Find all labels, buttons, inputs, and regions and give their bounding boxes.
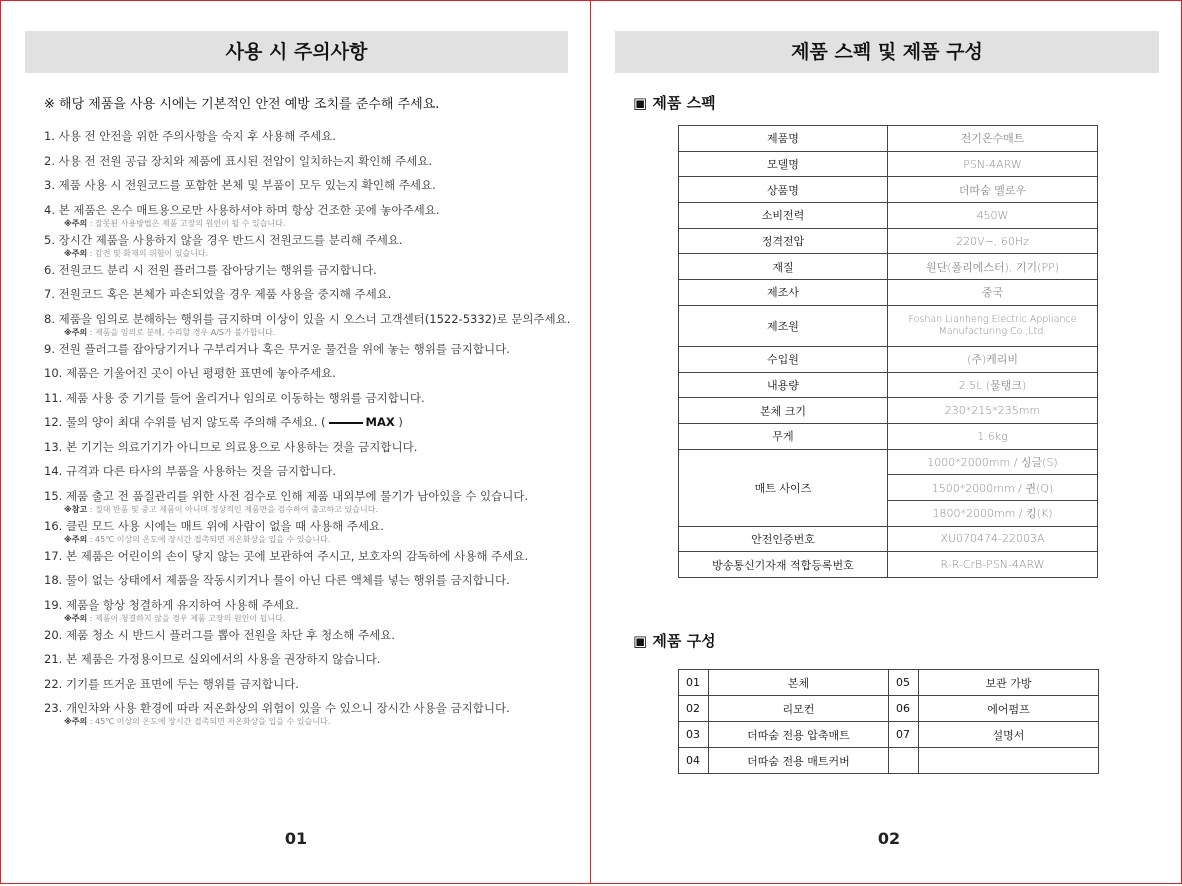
spec-row <box>679 346 1098 372</box>
component-number: 03 <box>679 722 709 748</box>
note-text: : 45℃ 이상의 온도에 장시간 접촉되면 저온화상을 입을 수 있습니다. <box>87 717 331 726</box>
spec-label: 무게 <box>679 423 888 449</box>
component-number: 06 <box>889 696 919 722</box>
list-item <box>44 262 574 278</box>
spec-row <box>679 423 1098 449</box>
item-text: 12. 물의 양이 최대 수위를 넘지 않도록 주의해 주세요. ( <box>44 415 326 429</box>
max-line-icon <box>329 422 363 424</box>
list-item <box>44 597 574 625</box>
component-number: 05 <box>889 670 919 696</box>
page-number: 02 <box>877 829 901 848</box>
spec-label: 제조원 <box>679 305 888 346</box>
spec-value: R-R-CrB-PSN-4ARW <box>888 552 1098 578</box>
spec-value: Foshan Lianheng Electric Appliance Manufacturing Co.,Ltd. <box>888 305 1098 346</box>
spec-row <box>679 552 1098 578</box>
spec-label: 방송통신기자재 적합등록번호 <box>679 552 888 578</box>
list-item <box>44 651 574 667</box>
spec-label: 본체 크기 <box>679 398 888 424</box>
component-name <box>919 748 1099 774</box>
spec-label: 모델명 <box>679 151 888 177</box>
spec-value: 230*215*235mm <box>888 398 1098 424</box>
spec-value: 450W <box>888 203 1098 229</box>
spec-label: 매트 사이즈 <box>679 449 888 526</box>
item-text: 21. 본 제품은 가정용이므로 실외에서의 사용을 권장하지 않습니다. <box>44 652 381 666</box>
intro-text: ※ 해당 제품을 사용 시에는 기본적인 안전 예방 조치를 준수해 주세요. <box>44 97 440 112</box>
list-item <box>44 128 574 144</box>
item-text: 3. 제품 사용 시 전원코드를 포함한 본체 및 부품이 모두 있는지 확인해 주세요. <box>44 178 436 192</box>
spec-row <box>679 228 1098 254</box>
item-text: 20. 제품 청소 시 반드시 플러그를 뽑아 전원을 차단 후 청소해 주세요. <box>44 627 395 642</box>
component-number: 04 <box>679 748 709 774</box>
item-note <box>64 218 574 230</box>
list-item <box>44 463 574 479</box>
list-item <box>44 439 574 455</box>
note-text: : 제품이 청결하지 않을 경우 제품 고장의 원인이 됩니다. <box>87 613 286 623</box>
note-text: : 절대 반품 및 중고 제품이 아니며 정상적인 제품만을 검수하여 출고하고 있습니다. <box>87 504 379 514</box>
spec-row <box>679 177 1098 203</box>
spec-heading: ▣ 제품 스펙 <box>633 94 716 112</box>
component-name: 에어펌프 <box>919 696 1099 722</box>
caution-list <box>44 128 574 730</box>
item-text: 19. 제품을 항상 청결하게 유지하여 사용해 주세요. <box>44 597 299 612</box>
page-title: 사용 시 주의사항 <box>25 31 568 73</box>
list-item <box>44 365 574 381</box>
component-number: 07 <box>889 722 919 748</box>
note-label: ※주의 <box>64 248 88 258</box>
spec-value: (주)케리비 <box>888 346 1098 372</box>
list-item <box>44 572 574 588</box>
list-item <box>44 676 574 692</box>
spec-row <box>679 151 1098 177</box>
list-item <box>44 548 574 564</box>
spec-label: 상품명 <box>679 177 888 203</box>
spec-row <box>679 372 1098 398</box>
component-name: 더따숨 전용 압축매트 <box>709 722 889 748</box>
spec-row <box>679 254 1098 280</box>
component-name: 설명서 <box>919 722 1099 748</box>
item-text: 1. 사용 전 안전을 위한 주의사항을 숙지 후 사용해 주세요. <box>44 129 336 143</box>
item-text: 6. 전원코드 분리 시 전원 플러그를 잡아당기는 행위를 금지합니다. <box>44 262 377 277</box>
note-label: ※주의 <box>64 534 88 544</box>
note-text: : 감전 및 화재의 위험이 있습니다. <box>87 248 209 258</box>
spec-label: 정격전압 <box>679 228 888 254</box>
component-number: 01 <box>679 670 709 696</box>
spec-label: 제조사 <box>679 280 888 306</box>
spec-value: 중국 <box>888 280 1098 306</box>
item-text: 4. 본 제품은 온수 매트용으로만 사용하셔야 하며 항상 건조한 곳에 놓아주세요. <box>44 202 440 217</box>
list-item <box>44 627 574 643</box>
component-name: 더따숨 전용 매트커버 <box>709 748 889 774</box>
spec-row <box>679 305 1098 346</box>
spec-row <box>679 203 1098 229</box>
spec-table <box>678 125 1098 578</box>
component-number <box>889 748 919 774</box>
item-text: 9. 전원 플러그를 잡아당기거나 구부리거나 혹은 무거운 물건을 위에 놓는 행위를 금지합니다. <box>44 341 510 356</box>
spec-value: 전기온수매트 <box>888 126 1098 152</box>
max-label: MAX <box>365 415 395 429</box>
spec-value: 1500*2000mm / 퀸(Q) <box>888 475 1098 501</box>
component-row <box>679 670 1099 696</box>
list-item <box>44 414 574 430</box>
note-label: ※참고 <box>64 504 88 514</box>
spec-row <box>679 526 1098 552</box>
item-note <box>64 613 574 625</box>
list-item <box>44 390 574 406</box>
item-text: 17. 본 제품은 어린이의 손이 닿지 않는 곳에 보관하여 주시고, 보호자의 감독하에 사용해 주세요. <box>44 548 529 563</box>
components-table <box>678 669 1099 774</box>
item-text: 15. 제품 출고 전 품질관리를 위한 사전 검수로 인해 제품 내외부에 물기가 남아있을 수 있습니다. <box>44 488 529 503</box>
component-number: 02 <box>679 696 709 722</box>
note-text: : 잘못된 사용방법은 제품 고장의 원인이 될 수 있습니다. <box>87 218 286 228</box>
page-right <box>590 0 1182 884</box>
item-text: 22. 기기를 뜨거운 표면에 두는 행위를 금지합니다. <box>44 676 299 691</box>
spec-value: 220V~, 60Hz <box>888 228 1098 254</box>
spec-label: 내용량 <box>679 372 888 398</box>
spec-label: 제품명 <box>679 126 888 152</box>
note-text: : 45℃ 이상의 온도에 장시간 접촉되면 저온화상을 입을 수 있습니다. <box>87 534 331 544</box>
component-row <box>679 748 1099 774</box>
spec-value: 1800*2000mm / 킹(K) <box>888 500 1098 526</box>
item-text-after: ) <box>394 415 403 429</box>
component-row <box>679 722 1099 748</box>
item-text: 7. 전원코드 혹은 본체가 파손되었을 경우 제품 사용을 중지해 주세요. <box>44 287 392 301</box>
spec-label: 소비전력 <box>679 203 888 229</box>
item-text: 18. 물이 없는 상태에서 제품을 작동시키거나 물이 아닌 다른 액체를 넣는 행위를 금지합니다. <box>44 573 510 587</box>
spec-value: PSN-4ARW <box>888 151 1098 177</box>
note-label: ※주의 <box>64 327 88 337</box>
spec-value: 원단(폴리에스터), 기기(PP) <box>888 254 1098 280</box>
item-text: 16. 클린 모드 사용 시에는 매트 위에 사람이 없을 때 사용해 주세요. <box>44 518 384 533</box>
spec-row <box>679 280 1098 306</box>
list-item <box>44 286 574 302</box>
list-item <box>44 700 574 728</box>
item-text: 11. 제품 사용 중 기기를 들어 올리거나 임의로 이동하는 행위를 금지합니다. <box>44 390 425 405</box>
spec-row <box>679 398 1098 424</box>
note-text: : 제품을 임의로 분해, 수리할 경우 A/S가 불가합니다. <box>87 327 276 337</box>
item-text: 10. 제품은 기울어진 곳이 아닌 평평한 표면에 놓아주세요. <box>44 366 336 380</box>
list-item <box>44 518 574 546</box>
item-text: 14. 규격과 다른 타사의 부품을 사용하는 것을 금지합니다. <box>44 464 336 478</box>
list-item <box>44 232 574 260</box>
item-note <box>64 716 574 728</box>
spec-row <box>679 126 1098 152</box>
component-row <box>679 696 1099 722</box>
list-item <box>44 153 574 169</box>
spec-value: 1000*2000mm / 싱글(S) <box>888 449 1098 475</box>
note-label: ※주의 <box>64 717 88 726</box>
item-note <box>64 534 574 546</box>
spec-row <box>679 449 1098 475</box>
spec-value: XU070474-22003A <box>888 526 1098 552</box>
item-note <box>64 327 574 339</box>
note-label: ※주의 <box>64 613 88 623</box>
item-text: 8. 제품을 임의로 분해하는 행위를 금지하며 이상이 있을 시 오스너 고객센터(1522-5332)로 문의주세요. <box>44 311 571 326</box>
spec-value: 더따숨 멜로우 <box>888 177 1098 203</box>
item-text: 13. 본 기기는 의료기기가 아니므로 의료용으로 사용하는 것을 금지합니다. <box>44 439 418 454</box>
spec-label: 안전인증번호 <box>679 526 888 552</box>
components-heading: ▣ 제품 구성 <box>633 632 716 650</box>
page-number: 01 <box>284 829 308 848</box>
component-name: 리모컨 <box>709 696 889 722</box>
item-text: 23. 개인차와 사용 환경에 따라 저온화상의 위험이 있을 수 있으니 장시간 사용을 금지합니다. <box>44 701 510 715</box>
spec-label: 수입원 <box>679 346 888 372</box>
list-item <box>44 177 574 193</box>
list-item <box>44 341 574 357</box>
component-name: 본체 <box>709 670 889 696</box>
spec-value: 2.5L (물탱크) <box>888 372 1098 398</box>
item-text: 5. 장시간 제품을 사용하지 않을 경우 반드시 전원코드를 분리해 주세요. <box>44 232 403 247</box>
list-item <box>44 311 574 339</box>
list-item <box>44 202 574 230</box>
item-text: 2. 사용 전 전원 공급 장치와 제품에 표시된 전압이 일치하는지 확인해 주세요. <box>44 153 433 168</box>
list-item <box>44 488 574 516</box>
component-name: 보관 가방 <box>919 670 1099 696</box>
spec-value: 1.6kg <box>888 423 1098 449</box>
item-note <box>64 504 574 516</box>
note-label: ※주의 <box>64 218 88 228</box>
page-title: 제품 스펙 및 제품 구성 <box>615 31 1159 73</box>
item-note <box>64 248 574 260</box>
spec-label: 재질 <box>679 254 888 280</box>
page-left <box>0 0 591 884</box>
